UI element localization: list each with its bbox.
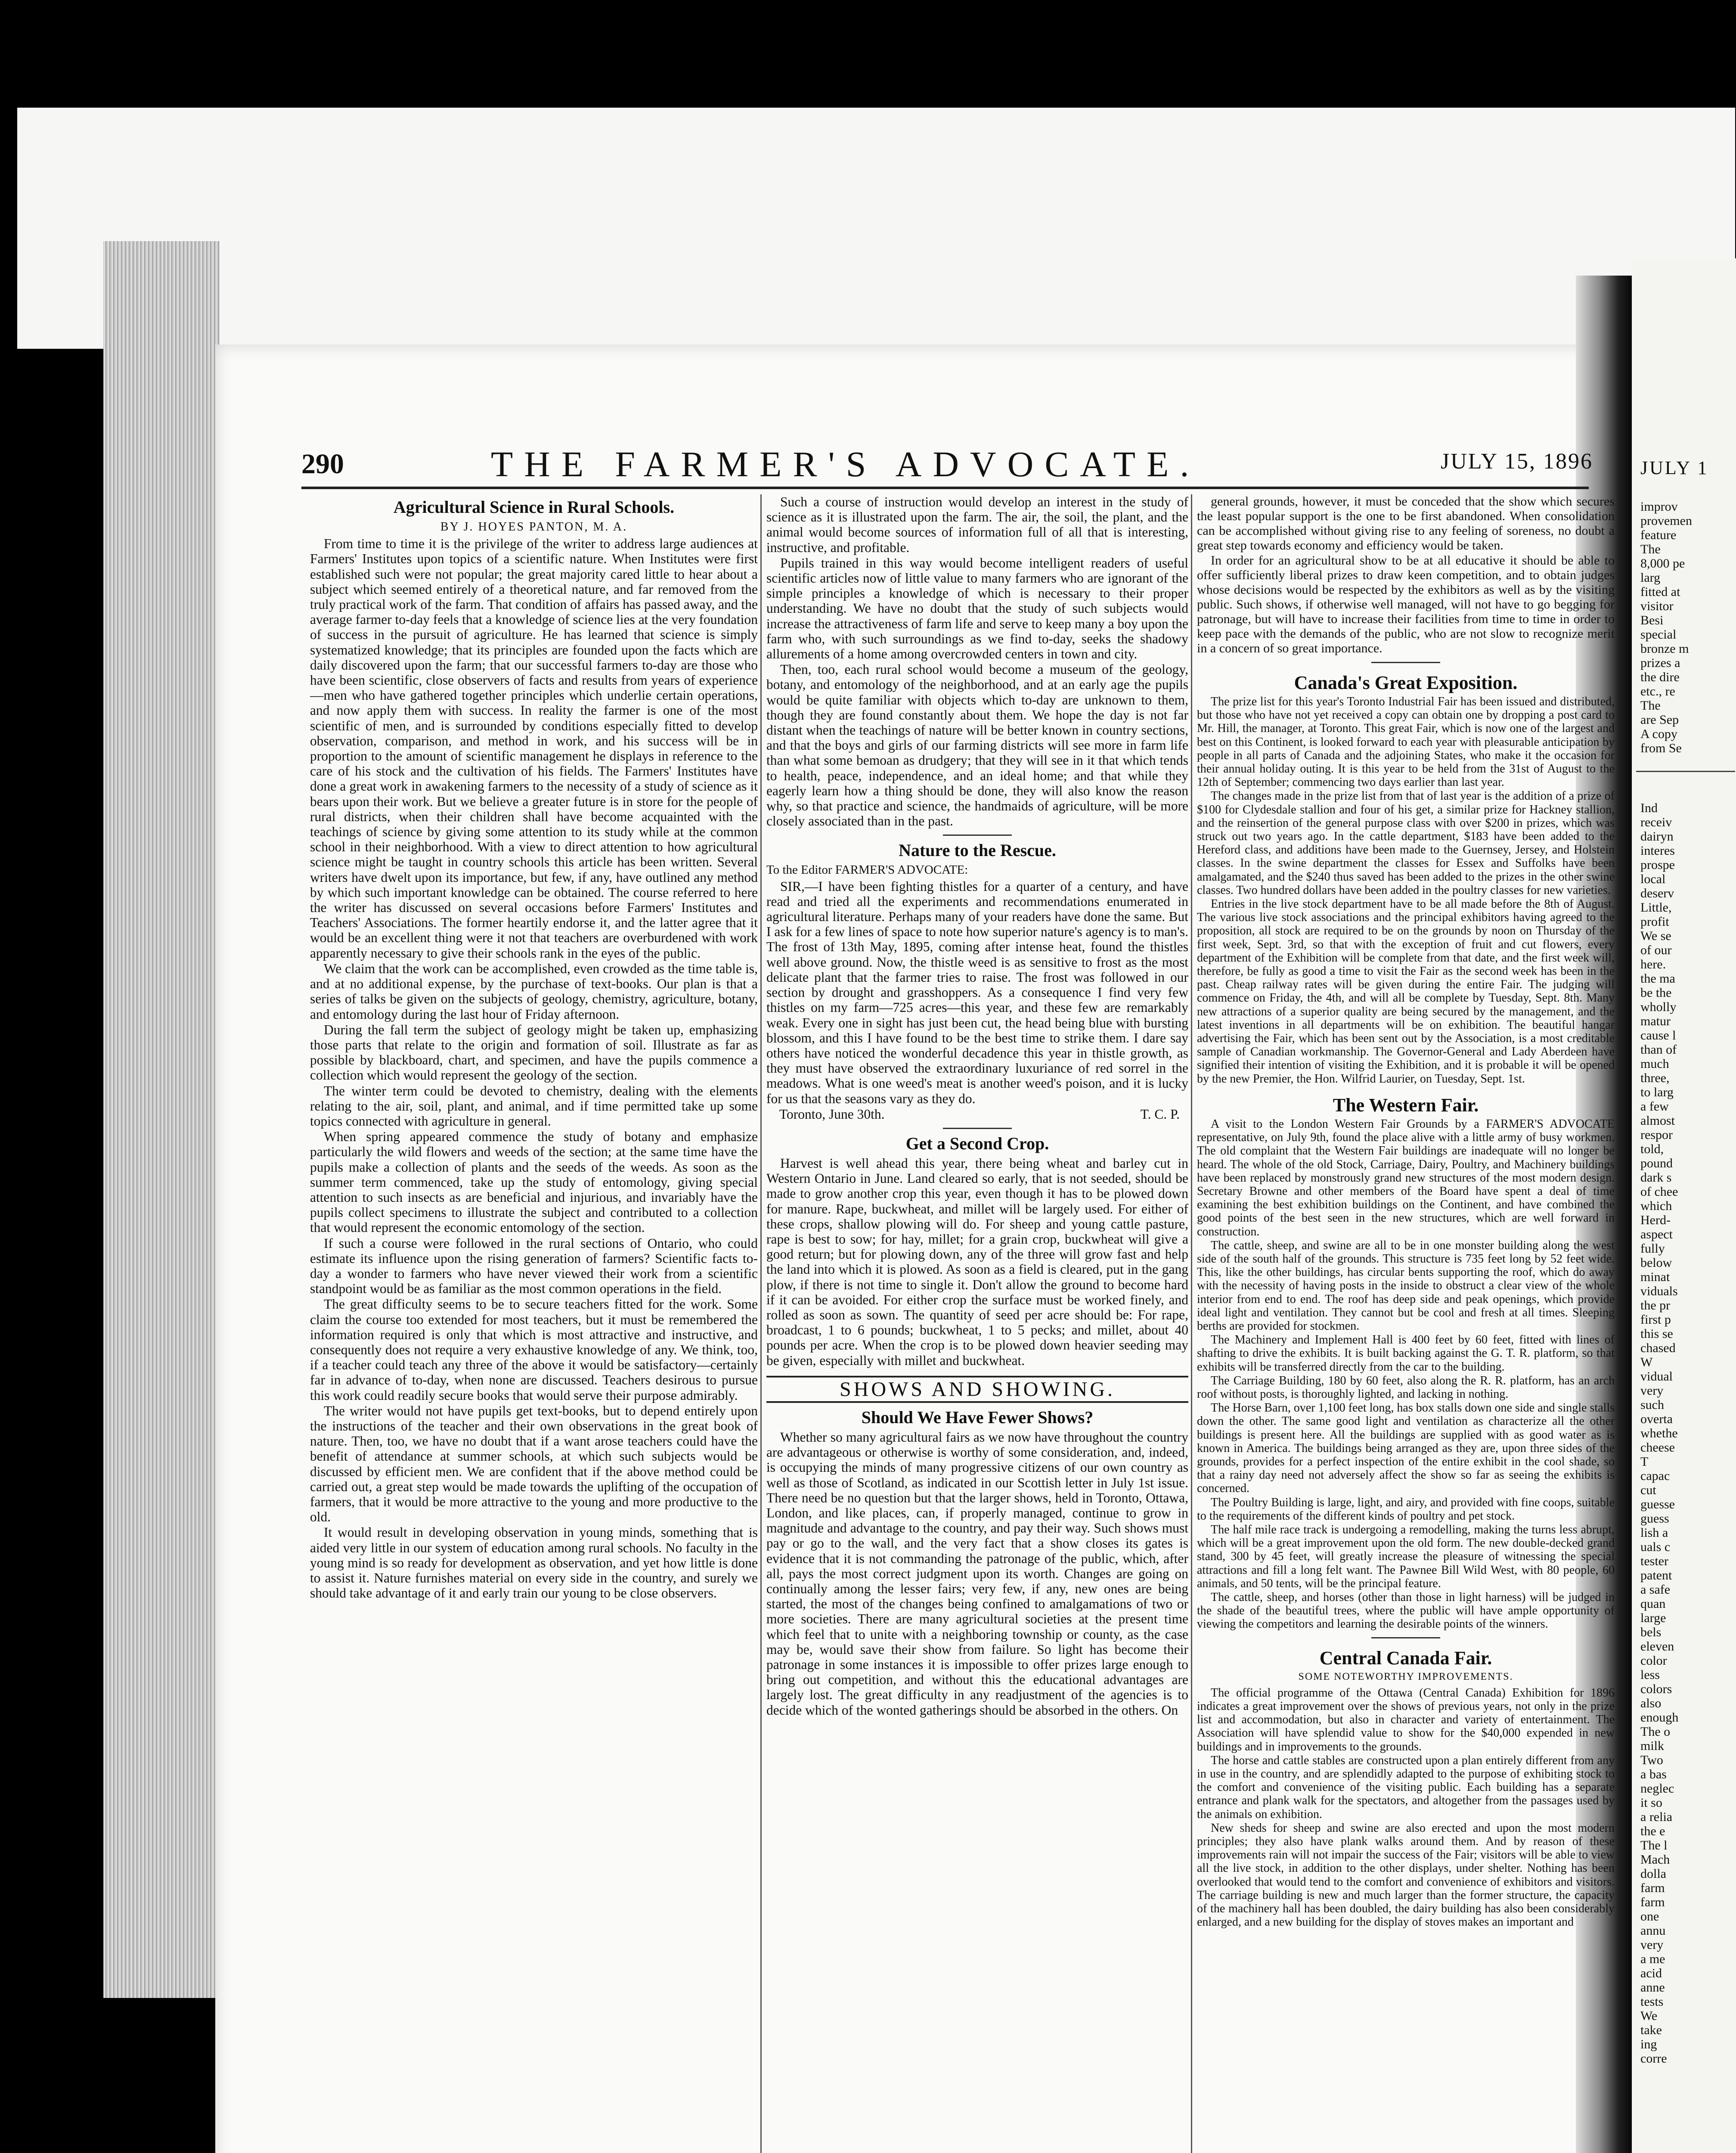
- facing-page-fragment-line: one: [1640, 1909, 1659, 1923]
- book-page-edges: [103, 241, 220, 1998]
- facing-page-fragment-line: improv: [1640, 499, 1678, 514]
- facing-page-fragment-line: guess: [1640, 1511, 1669, 1526]
- facing-page-fragment-line: larg: [1640, 571, 1661, 585]
- facing-page-fragment-line: uals c: [1640, 1540, 1671, 1554]
- article-paragraph: The Poultry Building is large, light, and airy, and provided with fine coops, suitable to the requirements of the different kinds of poultry and pet stock.: [1197, 1495, 1615, 1523]
- facing-page-fragment-line: almost: [1640, 1114, 1675, 1128]
- facing-page-fragment-line: visitor: [1640, 599, 1674, 613]
- article-paragraph: Then, too, each rural school would become a museum of the geology, botany, and entomology of the neighborhood, and at an early age the pupils would be quite familiar with objects which to-day are unknown to them, though they are found constantly about them. We hope the day is not far distant when the teachings of nature will be better known in country sections, and that the boys and girls of our farming districts will see more in farm life than what some bemoan as drudgery; that they will see in it that which tends to health, peace, independence, and an ideal home; and that while they eagerly learn how a thing should be done, they will also know the reason why, so that practice and science, the handmaids of agriculture, will be more closely associated than in the past.: [766, 662, 1188, 829]
- letter-place-date: Toronto, June 30th.: [779, 1106, 885, 1122]
- article-separator: [1371, 662, 1440, 663]
- article-paragraph: The great difficulty seems to be to secure teachers fitted for the work. Some claim the course too extended for most teachers, but it must be remembered the information required is only that which is most attractive and instructive, and consequently does not require a very exhaustive knowledge of any. We think, too, if a teacher could teach any three of the above it would be satisfactory—certainly far in advance of to-day, when none are discussed. Teachers desirous to pursue this work could readily secure books that would serve their purpose admirably.: [310, 1297, 758, 1403]
- facing-page-fragment-line: a safe: [1640, 1582, 1671, 1597]
- facing-page-fragment-line: receiv: [1640, 815, 1672, 829]
- facing-page-fragment-line: We: [1640, 2009, 1658, 2023]
- facing-page-fragment-line: the e: [1640, 1824, 1665, 1838]
- article-paragraph: Such a course of instruction would develop an interest in the study of science as it is illustrated upon the farm. The air, the soil, the plant, and the animal would become sources of information full of all that is interesting, instructive, and profitable.: [766, 494, 1188, 555]
- facing-page-column-fragments: [1640, 801, 1678, 2066]
- facing-page-fragment-line: matur: [1640, 1014, 1671, 1028]
- continued-text: [1197, 494, 1615, 656]
- page-number: 290: [301, 448, 344, 480]
- article-title: Nature to the Rescue.: [899, 841, 1056, 860]
- facing-page-fragment-line: from Se: [1640, 741, 1682, 755]
- article-paragraph: From time to time it is the privilege of the writer to address large audiences at Farmers' Institutes upon topics of a scientific nature. When Institutes were first established such were not popular; the great majority cared little to hear about a subject which seemed entirely of a theoretical nature, and far removed from the truly practical work of the farm. That condition of affairs has passed away, and the average farmer to-day feels that a knowledge of science lies at the very foundation of success in the pursuit of agriculture. He has learned that science is simply systematized knowledge; that its principles are founded upon the facts which are daily discovered upon the farm; that our successful farmers to-day are those who have been scientific, close observers of facts and results from years of experience—men who have gathered together principles which underlie certain operations, and now apply them with success. In reality the farmer is one of the most scientific of men, and is surrounded by conditions especially fitted to develop observation, comparison, and method in work, and his success will be in proportion to the amount of scientific management he displays in reference to the care of his stock and the cultivation of his fields. The Farmers' Institutes have done a great work in awakening farmers to the necessity of a study of science as it bears upon their work. But we believe a greater future is in store for the people of rural districts, when their children shall have become acquainted with the teachings of science by giving some attention to its study while at the common school in their neighborhood. With a view to direct attention to how agricultural science might be taught in country schools this article has been written. Several writers have dwelt upon its importance, but few, if any, have outlined any method by which such important knowledge can be obtained. The course referred to here the writer has discussed on several occasions before Farmers' Institutes and Teachers' Associations. The former heartily endorse it, and the latter agree that it would be an excellent thing were it not that teachers are overburdened with work apparently necessary to give their schools rank in the eyes of the public.: [310, 536, 758, 961]
- article-paragraph: We claim that the work can be accomplished, even crowded as the time table is, and at no additional expense, by the purchase of text-books. Our plan is that a series of talks be given on the subjects of geology, chemistry, agriculture, botany, and entomology during the last hour of Friday afternoon.: [310, 961, 758, 1022]
- facing-page-fragment-line: aspect: [1640, 1227, 1673, 1241]
- facing-page-fragment-line: here.: [1640, 957, 1666, 971]
- article-paragraph: general grounds, however, it must be conceded that the show which secures the least popular support is the one to be first abandoned. When consolidation can be accomplished without giving rise to any feeling of soreness, no doubt a great step towards economy and efficiency would be taken.: [1197, 494, 1615, 552]
- facing-page-fragment-line: ing: [1640, 2037, 1657, 2051]
- facing-page-fragment-line: milk: [1640, 1739, 1665, 1753]
- facing-page-fragment-line: corre: [1640, 2051, 1667, 2066]
- facing-page-fragment-line: a bas: [1640, 1767, 1667, 1781]
- facing-page-fragment-line: enough: [1640, 1710, 1679, 1725]
- facing-page-fragment-line: cause l: [1640, 1028, 1676, 1042]
- article-paragraph: The half mile race track is undergoing a remodelling, making the turns less abrupt, which will be a great improvement upon the old form. The new double-decked grand stand, 300 by 45 feet, will greatly increase the pleasure of witnessing the special attractions and fill a long felt want. The Pawnee Bill Wild West, with 80 people, 60 animals, and 50 tents, will be the principal feature.: [1197, 1523, 1615, 1590]
- facing-page-fragment-line: prizes a: [1640, 656, 1680, 670]
- article-separator: [1371, 1637, 1440, 1638]
- facing-page-fragment-line: capac: [1640, 1469, 1670, 1483]
- article-title: The Western Fair.: [1333, 1094, 1479, 1116]
- column-3: [1197, 494, 1615, 2153]
- facing-page-fragment-line: very: [1640, 1938, 1664, 1952]
- facing-page-fragment-line: bronze m: [1640, 642, 1689, 656]
- article-paragraph: The official programme of the Ottawa (Central Canada) Exhibition for 1896 indicates a great improvement over the shows of previous years, not only in the prize list and accommodation, but also in character and variety of entertainment. The Association will have splendid value to show for the $40,000 expended in new buildings and in improvements to the grounds.: [1197, 1686, 1615, 1753]
- facing-page-fragment-line: bels: [1640, 1625, 1662, 1639]
- facing-page-fragment-line: to larg: [1640, 1085, 1674, 1099]
- facing-page-fragment-line: The: [1640, 542, 1661, 556]
- facing-page-fragment-line: respor: [1640, 1128, 1673, 1142]
- facing-page-fragment-line: a few: [1640, 1099, 1669, 1114]
- facing-page-fragment-line: wholly: [1640, 1000, 1677, 1014]
- facing-page-fragment-line: of our: [1640, 943, 1672, 957]
- facing-page-fragment-line: dark s: [1640, 1170, 1672, 1185]
- section-heading: SHOWS AND SHOWING.: [766, 1376, 1188, 1403]
- facing-page-rule: [1636, 771, 1735, 772]
- header-rule: [301, 487, 1589, 489]
- article-separator: [943, 835, 1012, 836]
- article-subtitle: SOME NOTEWORTHY IMPROVEMENTS.: [1298, 1671, 1513, 1682]
- article-separator: [943, 1128, 1012, 1129]
- article-title: Canada's Great Exposition.: [1294, 672, 1518, 693]
- facing-page-fragment-line: very: [1640, 1384, 1664, 1398]
- facing-page-fragment-line: are Sep: [1640, 713, 1679, 727]
- facing-page-fragment-line: be the: [1640, 986, 1672, 1000]
- article-paragraph: Whether so many agricultural fairs as we now have throughout the country are advantageous or otherwise is worthy of some consideration, and, indeed, is occupying the minds of many progressive citizens of our own country as well as those of Scotland, as indicated in our Scottish letter in July 1st issue. There need be no question but that the larger shows, held in Toronto, Ottawa, London, and like places, can, if properly managed, continue to grow in magnitude and advantage to the country, and pay their way. Such shows must pay or go to the wall, and the very fact that a show closes its gates is evidence that it is not commanding the patronage of the public, which, after all, pays the most correct judgment upon its worth. Changes are going on continually among the lesser fairs; very few, if any, new ones are being started, the most of the changes being confined to amalgamations of two or more societies. There are many agricultural societies at the present time which feel that to unite with a neighboring township or county, as the case may be, would save their show from failure. So light has become their patronage in some instances it is impossible to offer prizes large enough to bring out competition, and without this the educational advantages are largely lost. The great difficulty in any readjustment of the agencies is to decide which of the wonted gatherings should be absorbed in the others. On: [766, 1429, 1188, 1718]
- facing-page-fragment-line: A copy: [1640, 727, 1677, 741]
- issue-date: JULY 15, 1896: [1441, 449, 1593, 474]
- article-paragraph: The horse and cattle stables are constructed upon a plan entirely different from any in use in the country, and are splendidly adapted to the purpose of exhibiting stock to the comfort and convenience of the visiting public. Each building has a separate entrance and plank walk for the spectators, and altogether from the passages used by the animals on exhibition.: [1197, 1753, 1615, 1821]
- scan-top-margin: [17, 108, 1735, 349]
- facing-page-fragment-line: a relia: [1640, 1810, 1673, 1824]
- facing-page-fragment-line: the dire: [1640, 670, 1680, 684]
- article-paragraph: A visit to the London Western Fair Grounds by a FARMER'S ADVOCATE representative, on July 9th, found the place alive with a little army of busy workmen. The old complaint that the Western Fair buildings are inadequate will no longer be heard. The whole of the old Stock, Carriage, Dairy, Poultry, and Machinery buildings have been replaced by monstrously grand new structures of the most modern design. Secretary Browne and other members of the Board have spent a deal of time examining the best exhibition buildings on the Continent, and have combined the good points of the best seen in the new structures, which are well forward in construction.: [1197, 1117, 1615, 1238]
- facing-page-top-fragments: [1640, 499, 1692, 755]
- facing-page-fragment-line: special: [1640, 627, 1677, 642]
- facing-page-fragment-line: a me: [1640, 1952, 1665, 1966]
- facing-page-fragment-line: anne: [1640, 1980, 1665, 1995]
- facing-page-fragment-line: chased: [1640, 1341, 1676, 1355]
- article-paragraph: New sheds for sheep and swine are also erected and upon the most modern principles; they also have plank walks around them. And by reason of these improvements rain will not impair the success of the Fair; visitors will be able to view all the live stock, in addition to the other displays, under shelter. Nothing has been overlooked that would tend to the comfort and convenience of exhibitors and visitors. The carriage building is new and much larger than the former structure, the capacity of the machinery hall has been doubled, the dairy building has also been considerably enlarged, and a new building for the display of stoves makes an important and: [1197, 1821, 1615, 1929]
- facing-page-fragment-line: much: [1640, 1057, 1669, 1071]
- column-1: [310, 494, 758, 2153]
- facing-page-fragment-line: tester: [1640, 1554, 1668, 1568]
- facing-page-fragment-line: eleven: [1640, 1639, 1674, 1654]
- facing-page-fragment-line: pound: [1640, 1156, 1673, 1170]
- article-paragraph: The winter term could be devoted to chemistry, dealing with the elements relating to the air, soil, plant, and animal, and if time permitted take up some topics connected with agriculture in general.: [310, 1083, 758, 1129]
- facing-page-fragment-line: cut: [1640, 1483, 1656, 1497]
- article-title: Should We Have Fewer Shows?: [861, 1407, 1094, 1427]
- facing-page-fragment-line: of chee: [1640, 1185, 1678, 1199]
- facing-page-fragment-line: Ind: [1640, 801, 1658, 815]
- facing-page-fragment-line: overta: [1640, 1412, 1673, 1426]
- facing-page-fragment-line: Besi: [1640, 613, 1664, 627]
- facing-page-fragment-line: Herd-: [1640, 1213, 1671, 1227]
- facing-page-fragment-line: acid: [1640, 1966, 1662, 1980]
- facing-page-fragment-line: guesse: [1640, 1497, 1675, 1511]
- article-paragraph: It would result in developing observation in young minds, something that is aided very little in our system of education among rural schools. No faculty in the young mind is so ready for development as observation, and yet how little is done to assist it. Nature furnishes material on every side in the country, and surely we should take advantage of it and early train our young to be close observers.: [310, 1525, 758, 1601]
- facing-page-fragment-line: We se: [1640, 929, 1671, 943]
- facing-page-fragment-line: fully: [1640, 1241, 1665, 1256]
- facing-page-fragment-line: W: [1640, 1355, 1653, 1369]
- article-paragraph: The cattle, sheep, and swine are all to be in one monster building along the west side of the south half of the grounds. This structure is 735 feet long by 52 feet wide. This, like the other buildings, has circular bents supporting the roof, which do away with the necessity of having posts in the inside to obstruct a clear view of the whole interior from end to end. The roof has deep side and peak openings, which provide ideal light and ventilation. They cannot but be cool and fresh at all times. Sleeping berths are provided for stockmen.: [1197, 1238, 1615, 1333]
- facing-page-fragment-line: quan: [1640, 1597, 1666, 1611]
- letter-initials: T. C. P.: [1140, 1106, 1180, 1122]
- facing-page-fragment-line: prospe: [1640, 858, 1675, 872]
- facing-page-fragment-line: than of: [1640, 1042, 1677, 1057]
- facing-page-fragment-line: The: [1640, 698, 1661, 713]
- facing-page-fragment-line: which: [1640, 1199, 1672, 1213]
- article-paragraph: Harvest is well ahead this year, there being wheat and barley cut in Western Ontario in June. Land cleared so early, that is not seeded, should be made to grow another crop this year, even though it has to be plowed down for manure. Rape, buckwheat, and millet will be largely used. For either of these crops, shallow plowing will do. For sheep and young cattle pasture, rape is best to sow; for hay, millet; for a grain crop, buckwheat will give a good return; but for plowing down, any of the three will grow fast and help the land into which it is plowed. As soon as a field is cleared, put in the gang plow, if there is not time to single it. Don't allow the ground to become hard if it can be avoided. For either crop the surface must be worked finely, and rolled as soon as sown. The quantity of seed per acre should be: For rape, broadcast, 1 to 6 pounds; buckwheat, 1 to 5 pecks; and millet, about 40 pounds per acre. When the crop is to be plowed down heavier seeding may be given, especially with millet and buckwheat.: [766, 1155, 1188, 1368]
- facing-page-fragment-line: provemen: [1640, 514, 1692, 528]
- article-paragraph: The changes made in the prize list from that of last year is the addition of a prize of $100 for Clydesdale stallion and four of his get, a similar prize for Hackney stallion, and the reinsertion of the general purpose class with over $200 in prizes, which was struck out two years ago. In the cattle department, $183 have been added to the Hereford class, and additions have been made to the Guernsey, Jersey, and Holstein classes. In the swine department the classes for Essex and Suffolks have been amalgamated, and the $240 thus saved has been added to the prizes in the other swine classes. Two hundred dollars have been added in the poultry classes for new varieties.: [1197, 789, 1615, 897]
- facing-page-fragment-line: profit: [1640, 915, 1669, 929]
- facing-page-fragment-line: such: [1640, 1398, 1664, 1412]
- facing-page-fragment-line: local: [1640, 872, 1666, 886]
- facing-page-fragment-line: viduals: [1640, 1284, 1678, 1298]
- facing-page-fragment-line: The o: [1640, 1725, 1671, 1739]
- letter-salutation: To the Editor FARMER'S ADVOCATE:: [766, 863, 968, 877]
- column-divider: [760, 494, 762, 2153]
- facing-page-fragment-line: Mach: [1640, 1852, 1670, 1867]
- article-title: Get a Second Crop.: [905, 1133, 1049, 1153]
- facing-page-fragment-line: also: [1640, 1696, 1662, 1710]
- facing-page-fragment-line: annu: [1640, 1923, 1666, 1938]
- article-paragraph: The writer would not have pupils get text-books, but to depend entirely upon the instructions of the teacher and their own observations in the great book of nature. Then, too, we have no doubt that if a want arose teachers could have the benefit of attendance at summer schools, at which such subjects would be discussed by efficient men. We are confident that if the above method could be carried out, a great step would be made towards the uplifting of the occupation of farmers, that it would be more attractive to the young and more productive to the old.: [310, 1403, 758, 1525]
- facing-page-fragment-line: large: [1640, 1611, 1666, 1625]
- facing-page-fragment-line: told,: [1640, 1142, 1664, 1156]
- facing-page-fragment-line: below: [1640, 1256, 1672, 1270]
- facing-page-fragment-line: lish a: [1640, 1526, 1668, 1540]
- letter-signoff: [766, 1107, 1188, 1122]
- masthead-title: THE FARMER'S ADVOCATE.: [491, 444, 1200, 484]
- facing-page-fragment-line: 8,000 pe: [1640, 556, 1685, 571]
- article-paragraph: The Horse Barn, over 1,100 feet long, has box stalls down one side and single stalls down the other. The same good light and ventilation as characterize all the other buildings is present here. All the buildings are supplied with as good water as is known in America. The buildings being arranged as they are, upon three sides of the grounds, provides for a perfect inspection of the entire exhibit in the cool shade, so that a rainy day need not adversely affect the show so far as seeing the exhibits is concerned.: [1197, 1401, 1615, 1495]
- facing-page-fragment-line: farm: [1640, 1881, 1665, 1895]
- facing-page-fragment-line: dairyn: [1640, 829, 1674, 844]
- facing-page-fragment-line: it so: [1640, 1796, 1662, 1810]
- facing-page-fragment-line: whethe: [1640, 1426, 1678, 1440]
- facing-page-fragment-line: less: [1640, 1668, 1660, 1682]
- facing-page-fragment-line: interes: [1640, 844, 1675, 858]
- article-paragraph: Pupils trained in this way would become intelligent readers of useful scientific articles now of little value to many farmers who are ignorant of the simple principles a knowledge of which is necessary to their proper understanding. We have no doubt that the study of such subjects would increase the attractiveness of farm life and serve to keep many a boy upon the farm who, with such surroundings as we find to-day, seeks the shadowy allurements of a home among overcrowded centers in town and city.: [766, 555, 1188, 662]
- article-title: Agricultural Science in Rural Schools.: [393, 497, 675, 517]
- facing-page-fragment-line: colors: [1640, 1682, 1672, 1696]
- facing-page-fragment-line: Two: [1640, 1753, 1663, 1767]
- facing-page-fragment-line: deserv: [1640, 886, 1674, 900]
- article-paragraph: The cattle, sheep, and horses (other than those in light harness) will be judged in the shade of the beautiful trees, where the public will have ample opportunity of viewing the competitors and learning the desirable points of the winners.: [1197, 1591, 1615, 1631]
- facing-page-header: JULY 1: [1640, 457, 1709, 478]
- article-paragraph: In order for an agricultural show to be at all educative it should be able to offer sufficiently liberal prizes to draw keen competition, and to obtain judges whose decisions would be respected by the exhibitors as well as by the visiting public. Such shows, if otherwise well managed, will not have to go begging for patronage, but will have to increase their facilities from time to time in order to keep pace with the demands of the public, who are not slow to recognize merit in a concern of so great importance.: [1197, 553, 1615, 655]
- facing-page-fragment-line: tests: [1640, 1995, 1664, 2009]
- facing-page-fragment-line: T: [1640, 1455, 1649, 1469]
- article-paragraph: When spring appeared commence the study of botany and emphasize particularly the wild flowers and weeds of the section; at the same time have the pupils make a collection of plants and the seeds of the weeds. As soon as the summer term commenced, take up the study of entomology, giving special attention to such insects as are beneficial and injurious, and invariably have the pupils collect specimens to illustrate the subject and contributed to a collection that would represent the economic entomology of the section.: [310, 1129, 758, 1235]
- article-paragraph: The Machinery and Implement Hall is 400 feet by 60 feet, fitted with lines of shafting to drive the exhibits. It is built backing against the G. T. R. platform, so that exhibits will be transferred directly from the car to the building.: [1197, 1333, 1615, 1374]
- column-divider: [1191, 494, 1192, 2153]
- facing-page-fragment-line: cheese: [1640, 1440, 1675, 1455]
- facing-page-fragment-line: fitted at: [1640, 585, 1680, 599]
- article-paragraph: SIR,—I have been fighting thistles for a quarter of a century, and have read and tried all the experiments and recommendations enumerated in agricultural literature. Perhaps many of your readers have done the same. But I ask for a few lines of space to note how superior nature's agency is to man's. The frost of 13th May, 1895, coming after intense heat, found the thistles well above ground. Now, the thistle weed is as sensitive to frost as the most delicate plant that the farmer tries to raise. The frost was followed in our section by drought and grasshoppers. As a consequence I find very few thistles on my farm—725 acres—this year, and these few are remarkably weak. Every one in sight has just been cut, the head being blue with bursting blossom, and this I have found to be the best time to strike them. I dare say others have noticed the wonderful decadence this year in thistle growth, as they must have observed the extraordinary luxuriance of red sorrel in the meadows. What is one weed's meat is another weed's poison, and it is lucky for us that the seasons vary as they do.: [766, 878, 1188, 1106]
- facing-page-fragment-line: color: [1640, 1654, 1667, 1668]
- facing-page-fragment-line: etc., re: [1640, 684, 1675, 698]
- facing-page-fragment-line: patent: [1640, 1568, 1672, 1582]
- article-title: Central Canada Fair.: [1319, 1647, 1492, 1669]
- facing-page-fragment-line: vidual: [1640, 1369, 1673, 1384]
- facing-page-fragment-line: the ma: [1640, 971, 1675, 986]
- facing-page-fragment-line: The l: [1640, 1838, 1668, 1852]
- facing-page-fragment-line: first p: [1640, 1312, 1671, 1327]
- facing-page-fragment-line: three,: [1640, 1071, 1670, 1085]
- facing-page-fragment-line: farm: [1640, 1895, 1665, 1909]
- facing-page-fragment-line: take: [1640, 2023, 1662, 2037]
- facing-page-fragment-line: this se: [1640, 1327, 1673, 1341]
- article-paragraph: The prize list for this year's Toronto Industrial Fair has been issued and distributed, but those who have not yet received a copy can obtain one by dropping a post card to Mr. Hill, the manager, at Toronto. This great Fair, which is now one of the largest and best on this Continent, is looked forward to each year with pleasurable anticipation by people in all parts of Canada and the adjoining States, who make it the occasion for their annual holiday outing. It is this year to be held from the 31st of August to the 12th of September; commencing two days earlier than last year.: [1197, 695, 1615, 789]
- facing-page-fragment-line: neglec: [1640, 1781, 1674, 1796]
- article-paragraph: During the fall term the subject of geology might be taken up, emphasizing those parts that relate to the origin and formation of soil. Illustrate as far as possible by blackboard, chart, and specimen, and have the pupils commence a collection which would represent the geology of the section.: [310, 1022, 758, 1083]
- facing-page-fragment-line: dolla: [1640, 1867, 1666, 1881]
- facing-page-fragment-line: feature: [1640, 528, 1677, 542]
- facing-page-fragment-line: Little,: [1640, 900, 1672, 915]
- article-paragraph: The Carriage Building, 180 by 60 feet, also along the R. R. platform, has an arch roof without posts, is thoroughly lighted, and lacking in nothing.: [1197, 1374, 1615, 1401]
- facing-page-fragment-line: the pr: [1640, 1298, 1671, 1312]
- article-byline: BY J. HOYES PANTON, M. A.: [440, 520, 628, 534]
- facing-page-fragment-line: minat: [1640, 1270, 1670, 1284]
- article-paragraph: Entries in the live stock department have to be all made before the 8th of August. The various live stock associations and the principal exhibitors having agreed to the proposition, all stock are required to be on the grounds by noon on Thursday of the first week, Sept. 3rd, so that with the exception of fruit and cut flowers, every department of the Exhibition will be complete from that date, and the first week will, therefore, be fully as good a time to visit the Fair as the second week has been in the past. Cheap railway rates will be given during the entire Fair. The judging will commence on Friday, the 4th, and will all be complete by Tuesday, Sept. 8th. Many new attractions of a superior quality are being secured by the management, and the latest inventions in all departments will be on exhibition. The beautiful hangar advertising the Fair, which has been sent out by the Association, is a most creditable sample of Canadian workmanship. The Governor-General and Lady Aberdeen have signified their intention of visiting the Exhibition, and it is probable it will be opened by the new Premier, the Hon. Wilfrid Laurier, on Tuesday, Sept. 1st.: [1197, 897, 1615, 1086]
- column-2: [766, 494, 1188, 2153]
- article-paragraph: If such a course were followed in the rural sections of Ontario, who could estimate its influence upon the rising generation of farmers? Scientific facts to-day a wonder to farmers who have never viewed their work from a scientific standpoint would be as familiar as the most common operations in the field.: [310, 1235, 758, 1297]
